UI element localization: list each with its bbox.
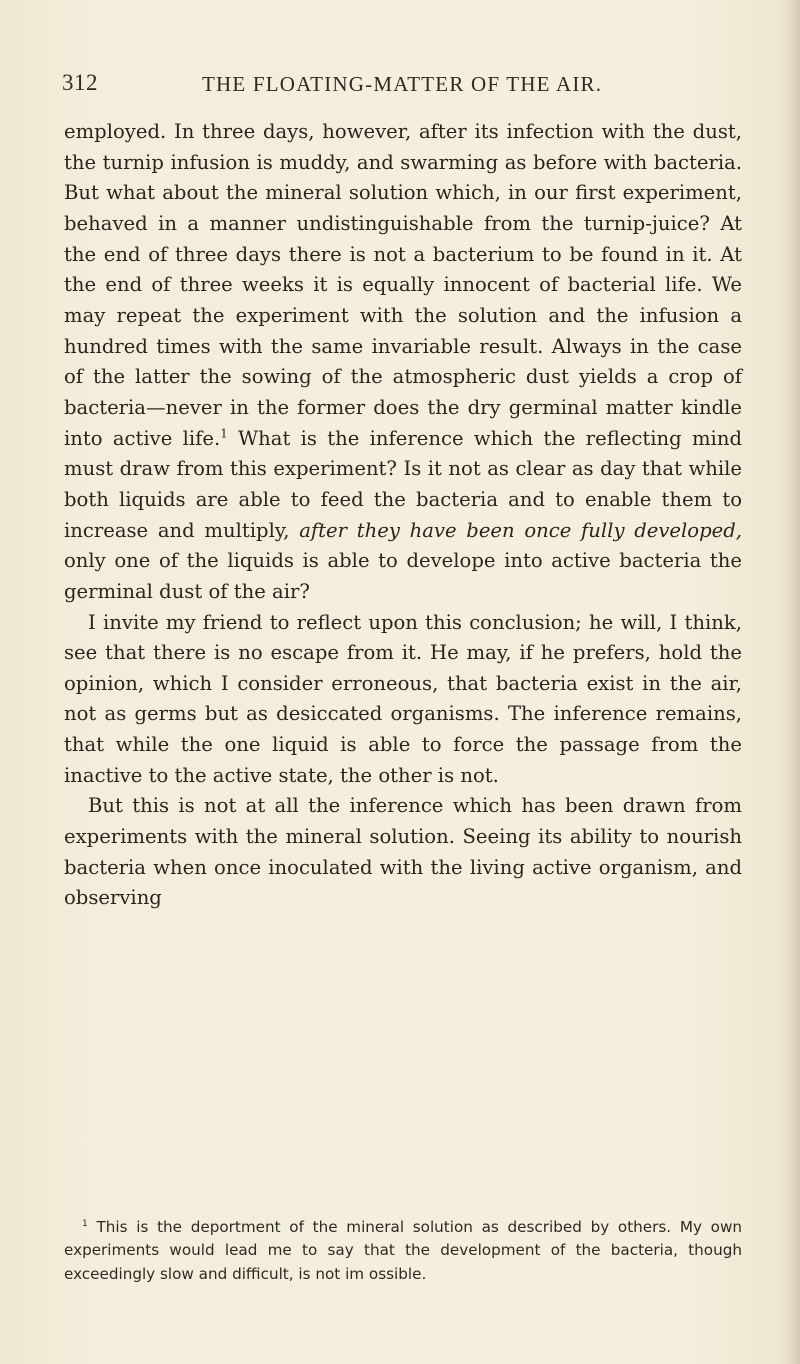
paragraph-2: I invite my friend to reflect upon this conclusion; he will, I think, see that there is no escape from it. He may, if he prefers, hold the opinion, which I consider erroneous, that bacteria exist in the air, not as germs but as desiccated organisms. The inference remains, that while the one liquid is able to force the passage from the inactive to the active state, the other is not. bbox=[64, 610, 742, 787]
footnote-marker: 1 bbox=[82, 1219, 88, 1230]
body-text bbox=[64, 117, 742, 914]
footnotes bbox=[64, 1216, 742, 1286]
footnote-1 bbox=[64, 1216, 742, 1286]
page-edge-shadow bbox=[782, 0, 800, 1364]
paragraph-1-text-c: only one of the liquids is able to develope into active bacteria the germinal dust of the air? bbox=[64, 549, 742, 603]
footnote-text: This is the deportment of the mineral solution as described by others. My own experiments would lead me to say that the development of the bacteria, though exceedingly slow and difficult, is not im ossible. bbox=[64, 1218, 742, 1283]
paragraph-3: But this is not at all the inference which has been drawn from experiments with the mineral solution. Seeing its ability to nourish bacteria when once inoculated with the living active organism, and observing bbox=[64, 794, 742, 910]
emphasis-text: after they have been once fully developed, bbox=[299, 518, 742, 542]
footnote-reference: 1 bbox=[220, 425, 228, 440]
page-number: 312 bbox=[62, 70, 98, 95]
paragraph-1-text-a: employed. In three days, however, after its infection with the dust, the turnip infusion is muddy, and swarming as before with bacteria. But what about the mineral solution which, in our first experiment, behaved in a manner undistinguishable from the turnip-juice? At the end of three days there is not a bacterium to be found in it. At the end of three weeks it is equally innocent of bacterial life. We may repeat the experiment with the solution and the infusion a hundred times with the same invariable result. Always in the case of the latter the sowing of the atmospheric dust yields a crop of bacteria—never in the former does the dry germinal matter kindle into active life. bbox=[64, 120, 742, 450]
paragraph-1-text-b: What is the inference which the reflecting mind must draw from this experiment? Is it not as clear as day that while both liquids are able to feed the bacteria and to enable them to increase and multiply, bbox=[64, 426, 742, 542]
paragraph-1 bbox=[64, 117, 742, 608]
running-head: THE FLOATING-MATTER OF THE AIR. bbox=[202, 72, 603, 96]
